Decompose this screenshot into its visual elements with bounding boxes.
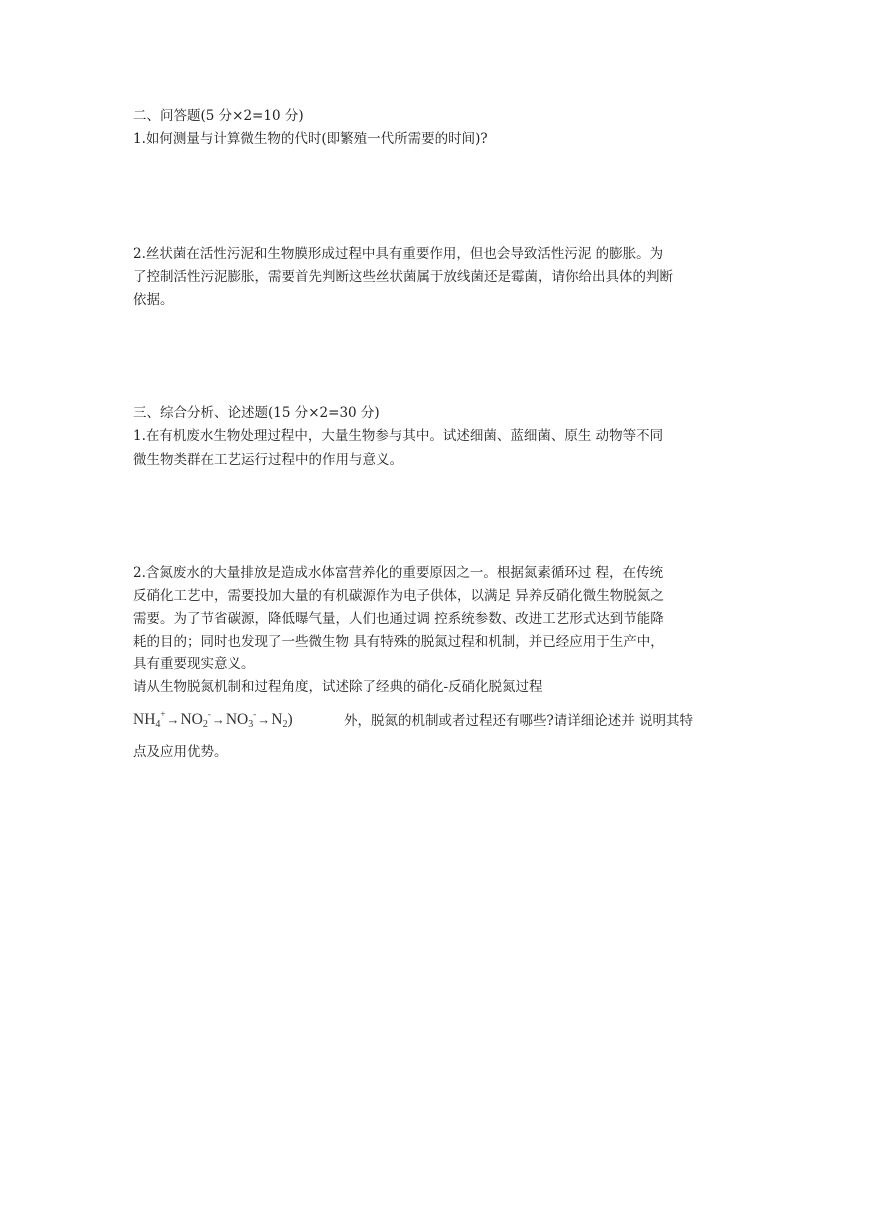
section-2-question-2-line-3: 依据。 bbox=[133, 292, 174, 308]
section-3-question-2-line-7: 外，脱氮的机制或者过程还有哪些?请详细论述并 说明其特 bbox=[344, 713, 694, 729]
arrow-icon: → bbox=[257, 712, 271, 727]
nitrification-formula: $NH_4^+\to NO_2^-\to NO_3^-\to N_2$) bbox=[133, 709, 293, 730]
section-2-question-2-line-1: 2.丝状菌在活性污泥和生物膜形成过程中具有重要作用，但也会导致活性污泥 的膨胀。为 bbox=[133, 246, 664, 262]
section-3-question-2-line-2: 反硝化工艺中，需要投加大量的有机碳源作为电子供体，以满足 异养反硝化微生物脱氮之 bbox=[133, 588, 664, 604]
arrow-icon: → bbox=[166, 712, 180, 727]
section-3-question-1-line-2: 微生物类群在工艺运行过程中的作用与意义。 bbox=[133, 452, 403, 468]
section-3-question-2-line-1: 2.含氮废水的大量排放是造成水体富营养化的重要原因之一。根据氮素循环过 程，在传统 bbox=[133, 565, 664, 581]
section-3-question-2-line-8: 点及应用优势。 bbox=[133, 744, 228, 760]
section-3-question-2-line-5: 具有重要现实意义。 bbox=[133, 656, 255, 672]
section-2-question-2-line-2: 了控制活性污泥膨胀，需要首先判断这些丝状菌属于放线菌还是霉菌，请你给出具体的判断 bbox=[133, 269, 673, 285]
section-3-heading: 三、综合分析、论述题(15 分×2=30 分) bbox=[133, 405, 380, 421]
section-3-question-1-line-1: 1.在有机废水生物处理过程中，大量生物参与其中。试述细菌、蓝细菌、原生 动物等不同 bbox=[133, 428, 664, 444]
section-3-question-2-line-4: 耗的目的；同时也发现了一些微生物 具有特殊的脱氮过程和机制，并已经应用于生产中， bbox=[133, 634, 664, 650]
section-3-question-2-line-3: 需要。为了节省碳源，降低曝气量，人们也通过调 控系统参数、改进工艺形式达到节能降 bbox=[133, 611, 664, 627]
arrow-icon: → bbox=[211, 712, 225, 727]
nitrification-formula-line bbox=[133, 707, 753, 735]
section-2-heading: 二、问答题(5 分×2=10 分) bbox=[133, 108, 304, 124]
section-2-question-1: 1.如何测量与计算微生物的代时(即繁殖一代所需要的时间)? bbox=[133, 131, 488, 147]
section-3-question-2-line-6: 请从生物脱氮机制和过程角度，试述除了经典的硝化-反硝化脱氮过程 bbox=[133, 679, 543, 695]
